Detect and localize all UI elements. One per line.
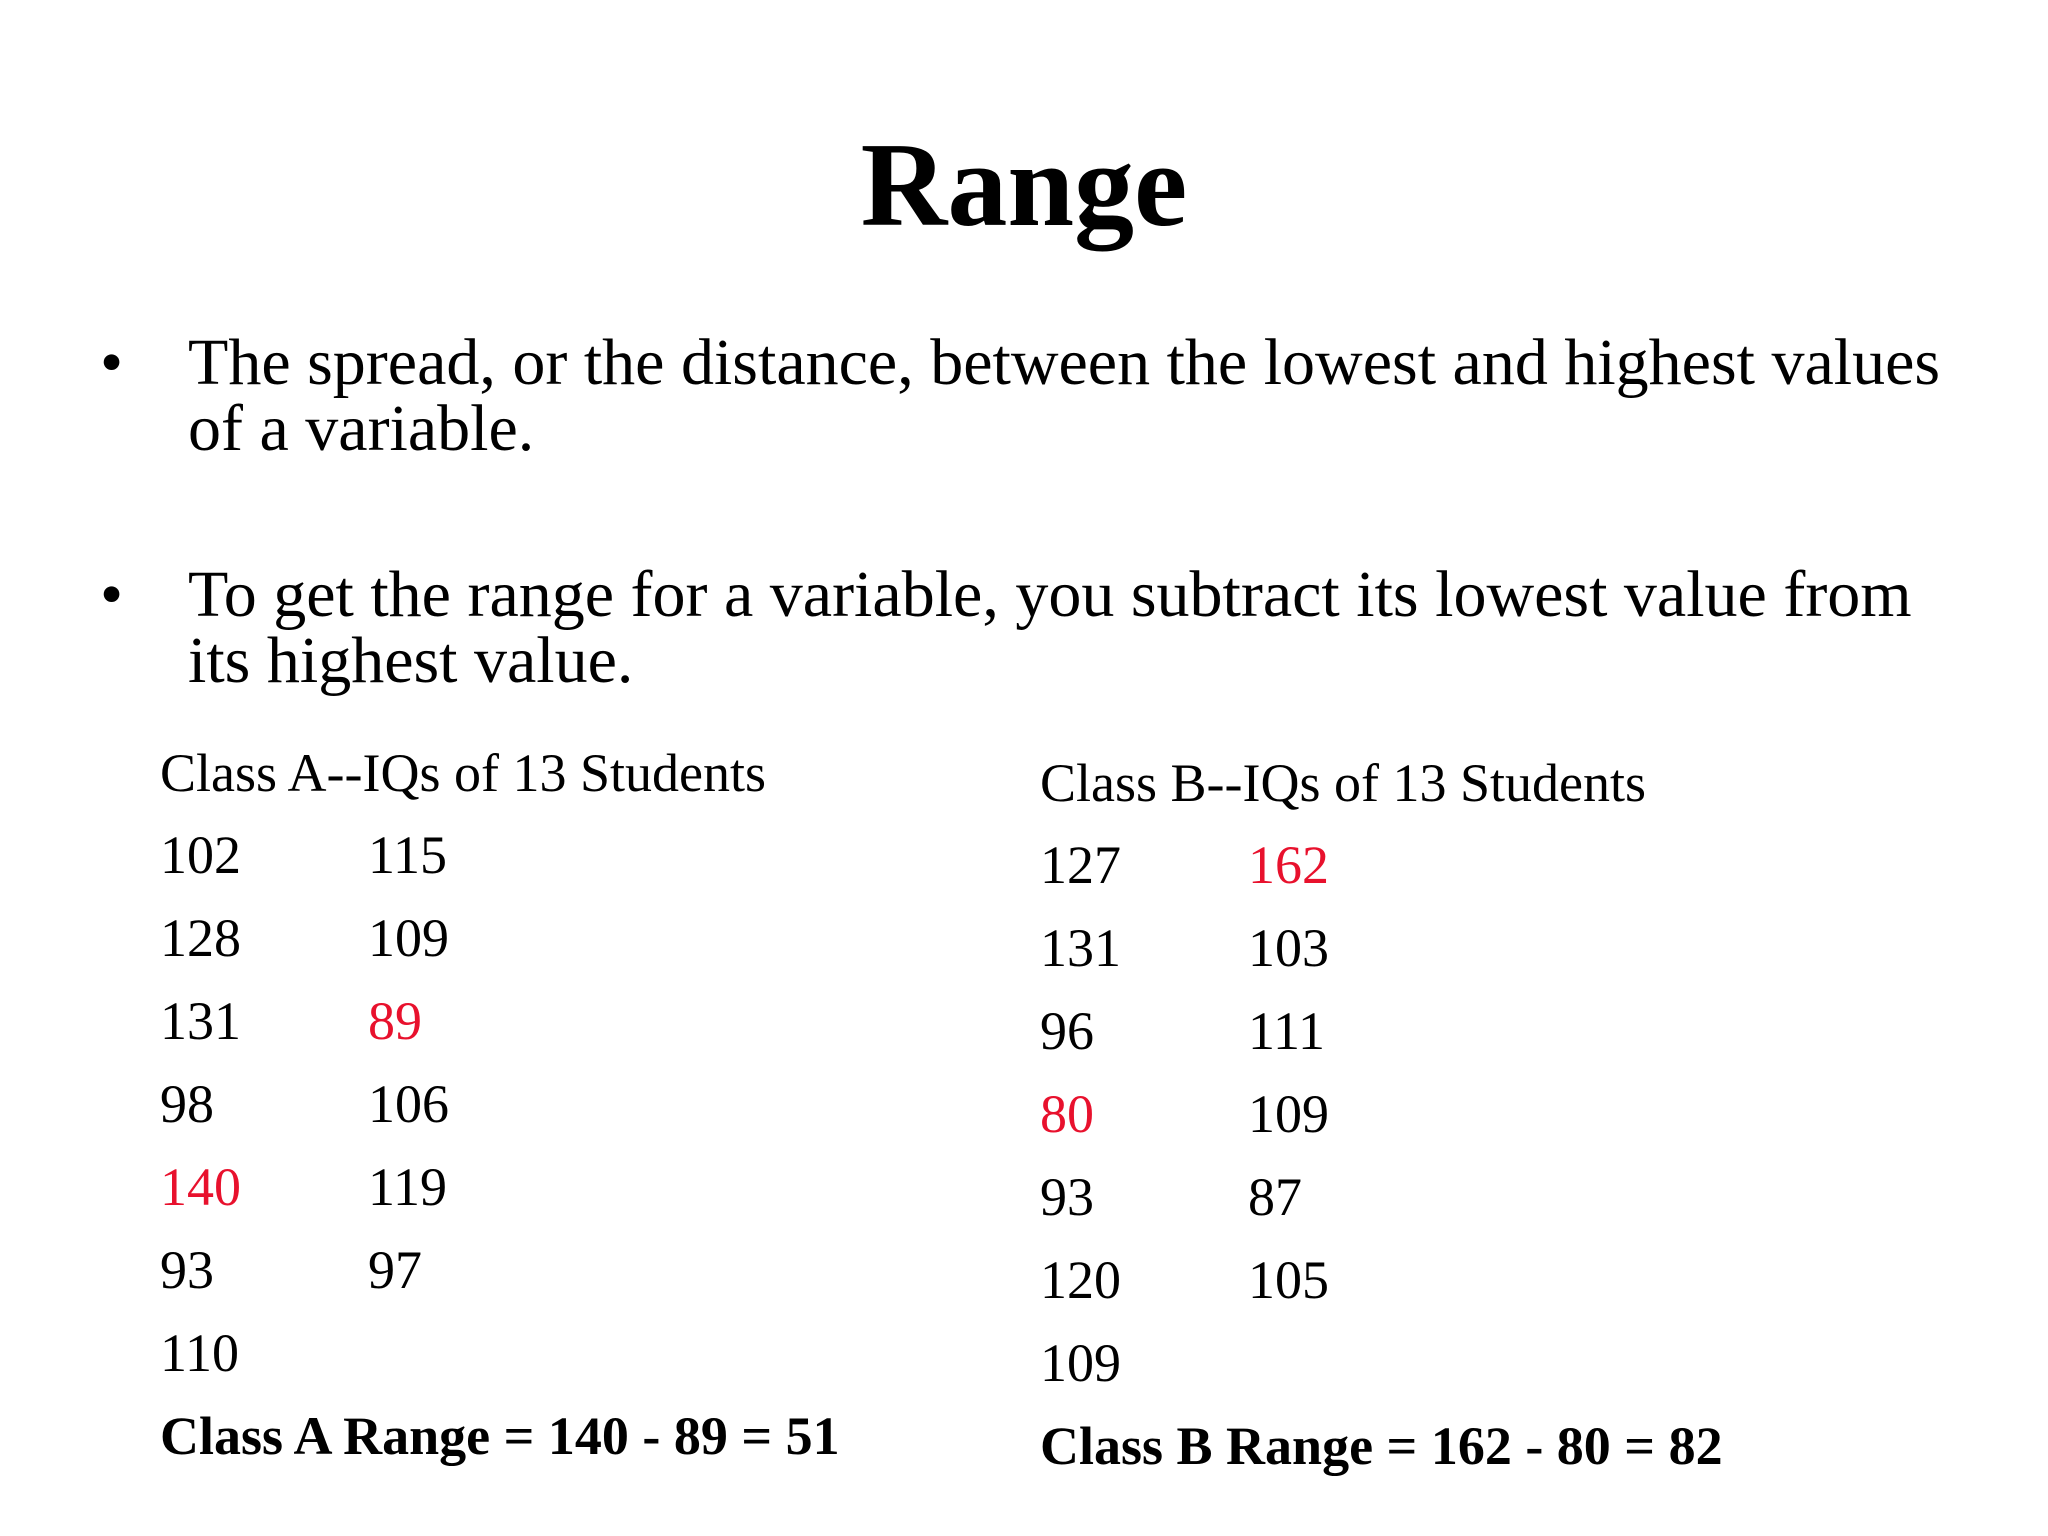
iq-value: 103 xyxy=(1248,918,1329,978)
iq-value: 115 xyxy=(368,825,447,885)
lowest-iq-value: 89 xyxy=(368,991,422,1051)
class-b-range: Class B Range = 162 - 80 = 82 xyxy=(1040,1416,1723,1476)
bullet-text: To get the range for a variable, you subtract its lowest value from its highest value. xyxy=(188,558,1912,697)
iq-value: 128 xyxy=(160,908,241,968)
table-row xyxy=(160,1312,840,1395)
iq-value: 109 xyxy=(1040,1333,1121,1393)
bullet-text: The spread, or the distance, between the lowest and highest values of a variable. xyxy=(188,326,1941,465)
table-row xyxy=(160,1063,840,1146)
iq-value: 96 xyxy=(1040,1001,1094,1061)
slide-title: Range xyxy=(860,118,1188,251)
highest-iq-value: 140 xyxy=(160,1157,241,1217)
iq-value: 131 xyxy=(160,991,241,1051)
iq-value: 87 xyxy=(1248,1167,1302,1227)
table-row xyxy=(1040,1156,1723,1239)
iq-value: 97 xyxy=(368,1240,422,1300)
iq-value: 98 xyxy=(160,1074,214,1134)
iq-value: 109 xyxy=(368,908,449,968)
table-row xyxy=(160,814,840,897)
iq-value: 105 xyxy=(1248,1250,1329,1310)
table-row xyxy=(1040,1239,1723,1322)
class-b-block xyxy=(1040,750,1723,1479)
table-row xyxy=(160,1146,840,1229)
iq-value: 93 xyxy=(1040,1167,1094,1227)
class-a-heading: Class A--IQs of 13 Students xyxy=(160,743,766,803)
iq-value: 127 xyxy=(1040,835,1121,895)
bullet-item xyxy=(100,326,1980,465)
iq-value: 111 xyxy=(1248,1001,1325,1061)
table-row xyxy=(1040,907,1723,990)
table-row xyxy=(160,1229,840,1312)
table-row xyxy=(1040,1322,1723,1405)
iq-value: 131 xyxy=(1040,918,1121,978)
class-a-block xyxy=(160,740,840,1469)
table-row xyxy=(160,897,840,980)
bullet-item xyxy=(100,558,1980,697)
iq-value: 102 xyxy=(160,825,241,885)
iq-value: 110 xyxy=(160,1323,239,1383)
iq-value: 120 xyxy=(1040,1250,1121,1310)
table-row xyxy=(1040,990,1723,1073)
lowest-iq-value: 80 xyxy=(1040,1084,1094,1144)
class-a-range: Class A Range = 140 - 89 = 51 xyxy=(160,1406,840,1466)
bullet-list xyxy=(100,326,1980,697)
bullet-dot-icon: • xyxy=(100,326,124,399)
bullet-dot-icon: • xyxy=(100,558,124,631)
class-b-heading: Class B--IQs of 13 Students xyxy=(1040,753,1646,813)
table-row xyxy=(1040,1073,1723,1156)
iq-value: 109 xyxy=(1248,1084,1329,1144)
iq-value: 93 xyxy=(160,1240,214,1300)
iq-value: 106 xyxy=(368,1074,449,1134)
table-row xyxy=(160,980,840,1063)
highest-iq-value: 162 xyxy=(1248,835,1329,895)
table-row xyxy=(1040,824,1723,907)
iq-value: 119 xyxy=(368,1157,447,1217)
